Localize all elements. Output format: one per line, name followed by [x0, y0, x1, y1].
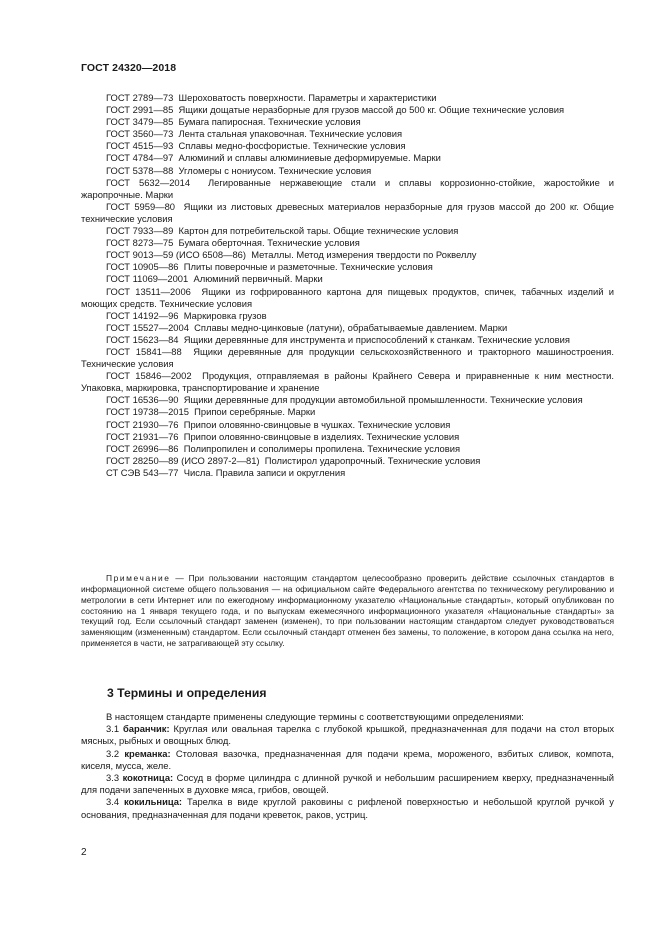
term-number: 3.3: [106, 772, 120, 784]
reference-item: [81, 104, 614, 116]
reference-title: Лента стальная упаковочная. Технические условия: [178, 128, 403, 140]
reference-title: Числа. Правила записи и округления: [183, 466, 346, 478]
reference-code: ГОСТ 5378—88: [106, 164, 174, 176]
reference-item: [81, 310, 614, 322]
reference-item: [81, 152, 614, 164]
reference-title: Алюминий и сплавы алюминиевые деформируемые. Марки: [178, 152, 441, 164]
reference-code: ГОСТ 15527—2004: [106, 321, 189, 333]
reference-item: [81, 116, 614, 128]
reference-title: Картон для потребительской тары. Общие технические условия: [178, 225, 459, 237]
terms-section: [81, 711, 614, 821]
reference-title: Ящики дощатые неразборные для грузов массой до 500 кг. Общие технические условия: [178, 104, 565, 116]
reference-item: [81, 346, 614, 370]
reference-item: [81, 237, 614, 249]
reference-code: ГОСТ 9013—59 (ИСО 6508—86): [106, 249, 246, 261]
reference-code: ГОСТ 21931—76: [106, 430, 179, 442]
reference-item: [81, 443, 614, 455]
reference-item: [81, 370, 614, 394]
term-number: 3.2: [106, 747, 120, 759]
reference-code: ГОСТ 3479—85: [106, 116, 174, 128]
normative-references-list: [81, 92, 614, 479]
page-number: 2: [81, 847, 87, 858]
reference-title: Легированные нержавеющие стали и сплавы коррозионно-стойкие, жаростойкие и жаропрочные. Марки: [81, 176, 614, 200]
reference-title: Припои серебряные. Марки: [194, 406, 316, 418]
reference-item: [81, 225, 614, 237]
term-name: кокильница:: [123, 796, 183, 808]
reference-title: Шероховатость поверхности. Параметры и характеристики: [178, 92, 437, 103]
reference-title: Бумага оберточная. Технические условия: [178, 237, 360, 249]
term-name: баранчик:: [122, 723, 170, 735]
reference-title: Ящики деревянные для продукции автомобильной промышленности. Технические условия: [183, 394, 583, 406]
reference-title: Сплавы медно-цинковые (латуни), обрабатываемые давлением. Марки: [194, 321, 508, 333]
reference-code: ГОСТ 3560—73: [106, 128, 174, 140]
reference-code: ГОСТ 4784—97: [106, 152, 174, 164]
document-header: ГОСТ 24320—2018: [81, 62, 177, 74]
reference-item: [81, 128, 614, 140]
reference-code: ГОСТ 10905—86: [106, 261, 179, 273]
reference-title: Угломеры с нониусом. Технические условия: [178, 164, 372, 176]
term-definition: [81, 748, 614, 772]
reference-item: [81, 286, 614, 310]
section-title: 3 Термины и определения: [107, 686, 267, 700]
reference-item: [81, 261, 614, 273]
reference-title: Ящики из листовых древесных материалов неразборные для грузов массой до 200 кг. Общие технические условия: [81, 200, 615, 224]
reference-code: ГОСТ 2789—73: [106, 92, 174, 103]
reference-title: Металлы. Метод измерения твердости по Роквеллу: [251, 249, 477, 261]
note-paragraph: [81, 573, 614, 649]
reference-code: ГОСТ 15841—88: [106, 345, 182, 357]
reference-item: [81, 455, 614, 467]
reference-code: ГОСТ 5632—2014: [106, 176, 191, 188]
reference-title: Бумага папиросная. Технические условия: [178, 116, 361, 128]
reference-code: ГОСТ 19738—2015: [106, 406, 189, 418]
reference-item: [81, 419, 614, 431]
reference-title: Ящики из гофрированного картона для пищевых продуктов, спичек, табачных изделий и моющих средств. Технические условия: [81, 285, 614, 309]
section-intro: В настоящем стандарте применены следующие термины с соответствующими определениями:: [106, 711, 524, 722]
reference-code: ГОСТ 11069—2001: [106, 273, 189, 285]
term-text: Круглая или овальная тарелка с глубокой крышкой, предназначенная для подачи на стол вторых мясных, рыбных и овощных блюд.: [81, 723, 615, 747]
reference-code: ГОСТ 13511—2006: [106, 285, 191, 297]
reference-item: [81, 177, 614, 201]
reference-title: Полистирол ударопрочный. Технические условия: [264, 454, 481, 466]
reference-code: ГОСТ 26996—86: [106, 442, 179, 454]
reference-code: ГОСТ 7933—89: [106, 225, 174, 237]
term-definition: [81, 796, 614, 820]
reference-item: [81, 273, 614, 285]
reference-item: [81, 394, 614, 406]
term-text: Столовая вазочка, предназначенная для подачи крема, мороженого, взбитых сливок, компота, киселя, мусса, желе.: [81, 747, 614, 771]
reference-item: [81, 201, 614, 225]
reference-title: Сплавы медно-фосфористые. Технические условия: [178, 140, 406, 152]
reference-title: Припои оловянно-свинцовые в изделиях. Технические условия: [183, 430, 460, 442]
reference-item: [81, 92, 614, 104]
reference-code: ГОСТ 15846—2002: [106, 370, 192, 382]
reference-item: [81, 334, 614, 346]
reference-code: ГОСТ 16536—90: [106, 394, 179, 406]
reference-title: Маркировка грузов: [183, 309, 267, 321]
reference-code: ГОСТ 5959—80: [106, 200, 176, 212]
reference-title: Алюминий первичный. Марки: [193, 273, 323, 285]
reference-title: Полипропилен и сополимеры пропилена. Технические условия: [183, 442, 461, 454]
reference-item: [81, 140, 614, 152]
reference-title: Припои оловянно-свинцовые в чушках. Технические условия: [183, 418, 451, 430]
reference-code: ГОСТ 4515—93: [106, 140, 174, 152]
terms-list: [81, 723, 614, 821]
reference-item: [81, 431, 614, 443]
term-name: креманка:: [124, 747, 171, 759]
reference-item: [81, 249, 614, 261]
reference-title: Продукция, отправляемая в районы Крайнего Севера и приравненные к ним местности. Упаковка, маркировка, транспортирование и хранение: [81, 370, 614, 394]
reference-code: ГОСТ 14192—96: [106, 309, 179, 321]
reference-code: ГОСТ 15623—84: [106, 333, 179, 345]
reference-item: [81, 165, 614, 177]
term-number: 3.1: [106, 723, 120, 735]
note-label: Примечание: [106, 573, 171, 583]
term-text: Тарелка в виде круглой раковины с рифленой поверхностью и небольшой круглой ручкой у основания, предназначенная для подачи креветок, раков, устриц.: [81, 796, 614, 820]
term-number: 3.4: [106, 796, 120, 808]
reference-code: ГОСТ 2991—85: [106, 104, 174, 116]
reference-item: [81, 467, 614, 479]
reference-code: ГОСТ 21930—76: [106, 418, 179, 430]
reference-title: Ящики деревянные для инструмента и приспособлений к станкам. Технические условия: [183, 333, 570, 345]
term-name: кокотница:: [122, 772, 174, 784]
term-definition: [81, 772, 614, 796]
reference-item: [81, 406, 614, 418]
reference-code: ГОСТ 8273—75: [106, 237, 174, 249]
reference-code: СТ СЭВ 543—77: [106, 466, 179, 478]
reference-title: Ящики деревянные для продукции сельскохозяйственного и тракторного машиностроения. Технические условия: [81, 345, 614, 370]
note-text: — При пользовании настоящим стандартом целесообразно проверить действие ссылочных стандартов в информационной системе общего пользования — на официальном сайте Федерального агентства по техническому регулированию и метрологии в сети Интернет или по ежегодному информационному указателю «Национальные стандарты», который опубликован по состоянию на 1 января текущего года, и по выпускам ежемесячного информационного указателя «Национальные стандарты» за текущий год. Если ссылочный стандарт заменен (изменен), то при пользовании настоящим стандартом следует руководствоваться заменяющим (измененным) стандартом. Если ссылочный стандарт отменен без замены, то положение, в котором дана ссылка на него, применяется в части, не затрагивающей эту ссылку.: [81, 573, 615, 649]
term-definition: [81, 723, 614, 747]
reference-title: Плиты поверочные и разметочные. Технические условия: [183, 261, 433, 273]
term-text: Сосуд в форме цилиндра с длинной ручкой и небольшим расширением кверху, предназначенный для подачи запеченных в духовке мяса, грибов, овощей.: [81, 772, 615, 796]
reference-item: [81, 322, 614, 334]
reference-code: ГОСТ 28250—89 (ИСО 2897-2—81): [106, 454, 260, 466]
